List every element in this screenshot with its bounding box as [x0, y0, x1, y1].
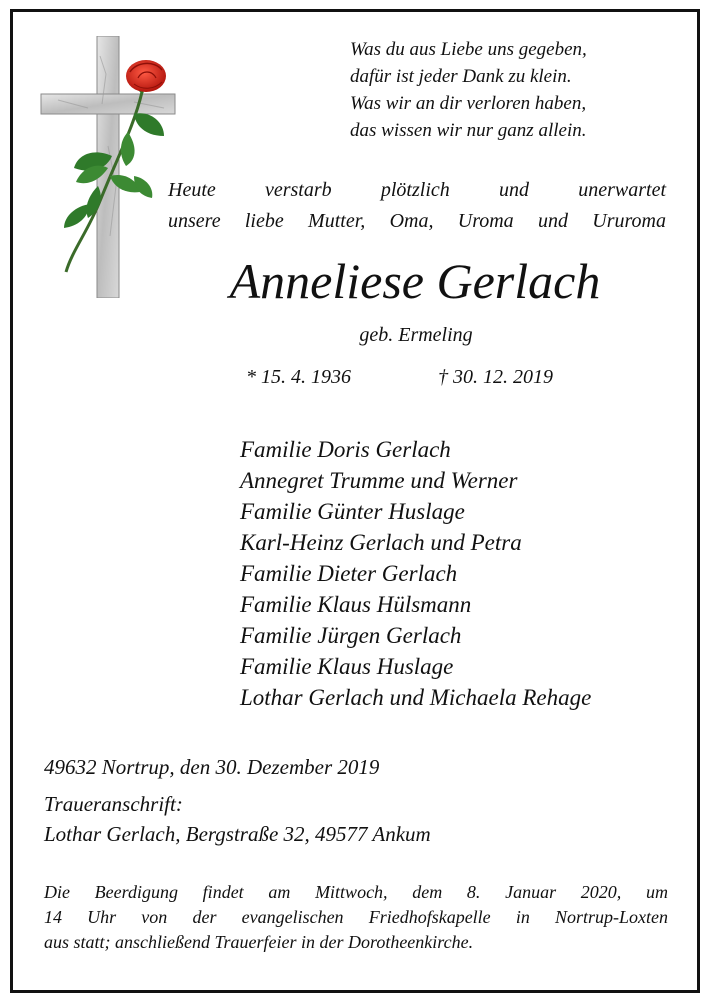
mourner: Familie Klaus Huslage — [240, 654, 454, 679]
funeral-details — [44, 880, 668, 955]
death-date: † 30. 12. 2019 — [438, 366, 553, 388]
mourner: Karl-Heinz Gerlach und Petra — [240, 530, 522, 555]
mourner: Annegret Trumme und Werner — [240, 468, 518, 493]
deceased-name: Anneliese Gerlach — [229, 253, 601, 309]
address-label: Traueranschrift: — [44, 792, 183, 816]
mourner: Familie Dieter Gerlach — [240, 561, 458, 586]
birth-date: * 15. 4. 1936 — [246, 366, 351, 388]
birth-name: geb. Ermeling — [359, 324, 473, 346]
mourning-address — [44, 789, 431, 849]
poem-line: das wissen wir nur ganz allein. — [350, 120, 587, 141]
mourner: Familie Günter Huslage — [240, 499, 465, 524]
poem — [350, 36, 670, 144]
intro-line: unsere liebe Mutter, Oma, Uroma und Ururoma — [168, 210, 666, 232]
intro-line: Heute verstarb plötzlich und unerwartet — [168, 179, 666, 201]
poem-line: Was du aus Liebe uns gegeben, — [350, 39, 587, 60]
poem-line: Was wir an dir verloren haben, — [350, 93, 587, 114]
funeral-line: Die Beerdigung findet am Mittwoch, dem 8. Januar 2020, um — [44, 882, 668, 902]
mourner: Familie Jürgen Gerlach — [240, 623, 462, 648]
mourner: Lothar Gerlach und Michaela Rehage — [240, 685, 592, 710]
address-value: Lothar Gerlach, Bergstraße 32, 49577 Ankum — [44, 822, 431, 846]
death-announcement-intro — [168, 175, 666, 237]
mourner: Familie Doris Gerlach — [240, 437, 451, 462]
mourner: Familie Klaus Hülsmann — [240, 592, 472, 617]
poem-line: dafür ist jeder Dank zu klein. — [350, 66, 572, 87]
funeral-line: aus statt; anschließend Trauerfeier in der Dorotheenkirche. — [44, 932, 474, 952]
place-and-date: 49632 Nortrup, den 30. Dezember 2019 — [44, 755, 380, 779]
mourners-list — [240, 434, 680, 713]
funeral-line: 14 Uhr von der evangelischen Friedhofskapelle in Nortrup-Loxten — [44, 907, 668, 927]
